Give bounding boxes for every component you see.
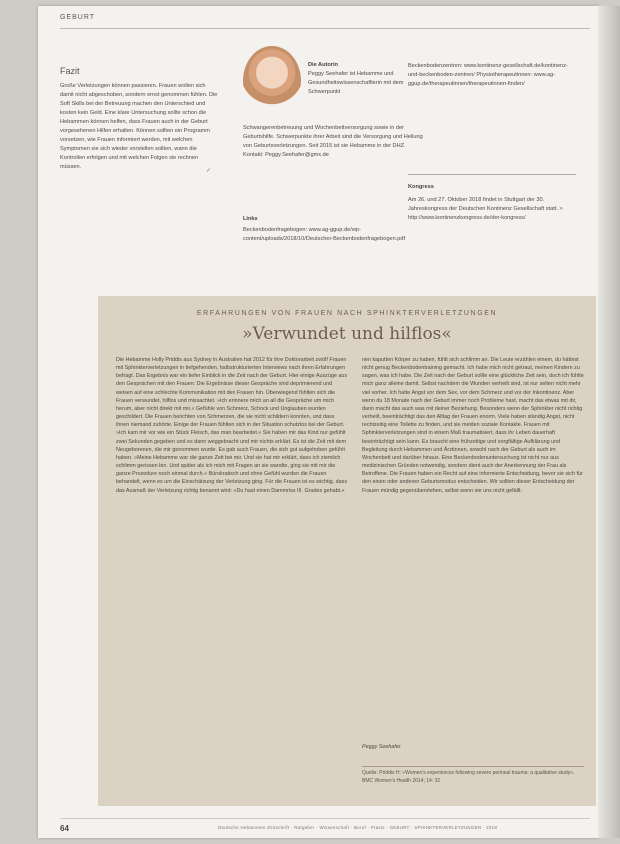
kongress-divider: [408, 174, 576, 175]
page-edge: [598, 6, 620, 838]
page-number: 64: [60, 824, 69, 833]
section-label: GEBURT: [60, 14, 96, 21]
footer-text: Deutsche Hebammen Zeitschrift · Ratgeber · Wissenschaft · Beruf · Praxis · GEBURT · SPHINKTERVERLETZUNGEN · 2018: [218, 825, 498, 830]
author-heading: Die Autorin: [308, 62, 338, 68]
author-bio-long: Schwangerenbetreuung und Wochenbettversorgung sowie in der Geburtshilfe. Schwerpunkte ihrer Arbeit sind die Versorgung und Heilung von Geburtsverletzungen. Seit 2015 ist sie Hebamme in der DHZ. Kontakt: Peggy.Seehafer@gmx.de: [243, 125, 423, 159]
box-title: »Verwundet und hilflos«: [242, 324, 452, 344]
pen-mark: ✓: [206, 168, 212, 174]
box-signature: Peggy Seehafer: [362, 744, 401, 750]
section-divider: [60, 28, 590, 29]
magazine-page: [38, 6, 598, 838]
box-source: Quelle: Priddis H: »Women's experiences following severe perineal trauma: a qualitative study«. BMC Women's Health 2014; 14: 32: [362, 766, 584, 785]
footer-divider: [60, 818, 590, 819]
author-bio-short: Peggy Seehafer ist Hebamme und Gesundheitswissenschaftlerin mit dem Schwerpunkt: [308, 71, 404, 96]
links-body: Beckenbodenfragebogen: www.ag-ggup.de/wp-content/uploads/2018/10/Deutscher-Beckenbodenfragebogen.pdf: [243, 227, 406, 243]
kongress-heading: Kongress: [408, 184, 434, 190]
box-column-left: Die Hebamme Holly Priddis aus Sydney in Australien hat 2012 für ihre Doktorarbeit zwölf Frauen mit Sphinkterverletzungen in tiefgehenden, halbstrukturierten Interviews nach ihren Erfahrungen befragt. Das Ergebnis war ein tiefer Einblick in die Zeit nach der Geburt. Hier einige Auszüge aus den Gesprächen mit den Frauen: Die Ergebnisse dieser Gespräche sind deprimierend und weisen auf eine schlechte Kommunikation mit den Frauen hin. Überwiegend fühlten sich die Frauen verwundet, hilflos und missachtet. »Ich erinnere mich an all die Gespräche um mich herum, aber nicht direkt mit mir.« Gefühle von Schmerz, Schock und Unglauben wurden geschildert. Die Frauen berichten von Schmerzen, die sie nicht schildern konnten, und dass ihnen niemand zuhörte. Einige der Frauen fühlten sich in der Situation schutzlos bei der Geburt. »Ich kam mir vor wie ein Stück Fleisch, das man bearbeitet.« Sie haben mir das Kind nur gefühlt zwei Sekunden gegeben und es dann weggebracht und mir nichts erklärt. Es ist die Zeit mit dem Neugeborenen, die mir genommen wurde. Es gab auch Frauen, die sich gut aufgehoben gefühlt haben. »Meine Hebamme war die ganze Zeit bei mir. Und sie hat mir erklärt, dass ich ziemlich schlimm gerissen bin. Und später als ich mich mit Fragen an sie wandte, ging sie mit mir die ganze Prozedure noch einmal durch.« Bürokratisch und ohne Gefühl wurden die Frauen behandelt, wenn es um die Einschätzung der Verletzung ging. Für die Frauen ist es wichtig, dass das Ausmaß der Verletzung richtig benannt wird: »Du hast einen Dammriss III. Grades gehabt.«: [116, 357, 348, 494]
resources-body: Beckenbodenzentren: www.kontinenz-gesellschaft.de/kontinenz-und-beckenboden-zentren/ Physiotherapeutinnen: www.ag-ggup.de/therapeutinnen/therapeutinnen-finden/: [408, 63, 568, 88]
box-kicker: ERFAHRUNGEN VON FRAUEN NACH SPHINKTERVERLETZUNGEN: [196, 310, 498, 317]
kongress-body: Am 26. und 27. Oktober 2018 findet in Stuttgart der 30. Jahreskongress der Deutschen Kontinenz Gesellschaft statt. > http://www.kontinenzkongress.de/der-kongress/: [408, 197, 563, 222]
links-heading: Links: [243, 216, 258, 222]
fazit-body: Große Verletzungen können passieren. Frauen wollen sich damit nicht abgeschoben, sondern ernst genommen fühlen. Die Soft Skills bei der Betreuung machen den Unterschied und kosten kein Geld. Eine klare Untersuchung sollte schon die Hebammen können helfen, dass Frauen auch in der Geburt vorgesehenen Hilfen erhalten. Können sollten ein Programm vorsetzen, wie Frauen informiert werden, mit welchen Symptomen sie sich wieder vorstellen sollten, wann die Kontrollen erfolgen und mit welchen Folgen sie rechnen müssen.: [60, 83, 218, 171]
experience-box: [98, 296, 596, 806]
box-column-right: nen kaputten Körper zu haben, fühlt sich schlimm an. Die Leute erzählen einem, du hättest nicht genug Beckenbodentraining gemacht. Ich habe mich nicht getraut, meinen Kindern zu sagen, was ich habe. Die Zeit nach der Geburt sollte eine glückliche Zeit sein, doch ich fühlte mich ganz alleine damit. Selbst nachdem die Wunden verheilt sind, ist nur selten nicht mehr viel vorher. Ich hatte Angst vor dem Sex, vor dem Schmerz und vor der Inkontinenz. Aber wenn du 18 Monate nach der Geburt immer noch Probleme hast, macht das etwas mit dir, dann macht das auch was mit deiner Beziehung. Besonders wenn der Sphinkter nicht richtig verheilt, beeinträchtigt das den Alltag der Frauen enorm. Viele haben ständig Angst, nicht rechtzeitig eine Toilette zu finden, und sie meiden soziale Kontakte. Frauen mit Sphinkterverletzungen sind in einem Maß traumatisiert, dass ihr Leben dauerhaft beeinträchtigt sein kann. Es braucht eine frühzeitige und sorgfältige Aufklärung und Begleitung durch Hebammen und Ärztinnen, sowohl nach der Geburt als auch im Wochenbett und darüber hinaus. Eine Beckenbodenuntersuchung ist nicht nur aus medizinischen Gründen notwendig, sondern dient auch der Anerkennung der Frau als Betroffene. Die Frauen haben ein Recht auf eine informierte Entscheidung, bevor sie sich für den einen oder anderen Geburtsmodus entscheiden. Wir sollten dieser Entscheidung der Frauen mündig gegenüberstehen, selbst wenn sie uns nicht gefällt.: [362, 357, 584, 494]
author-photo: [243, 46, 301, 116]
fazit-heading: Fazit: [60, 66, 80, 76]
